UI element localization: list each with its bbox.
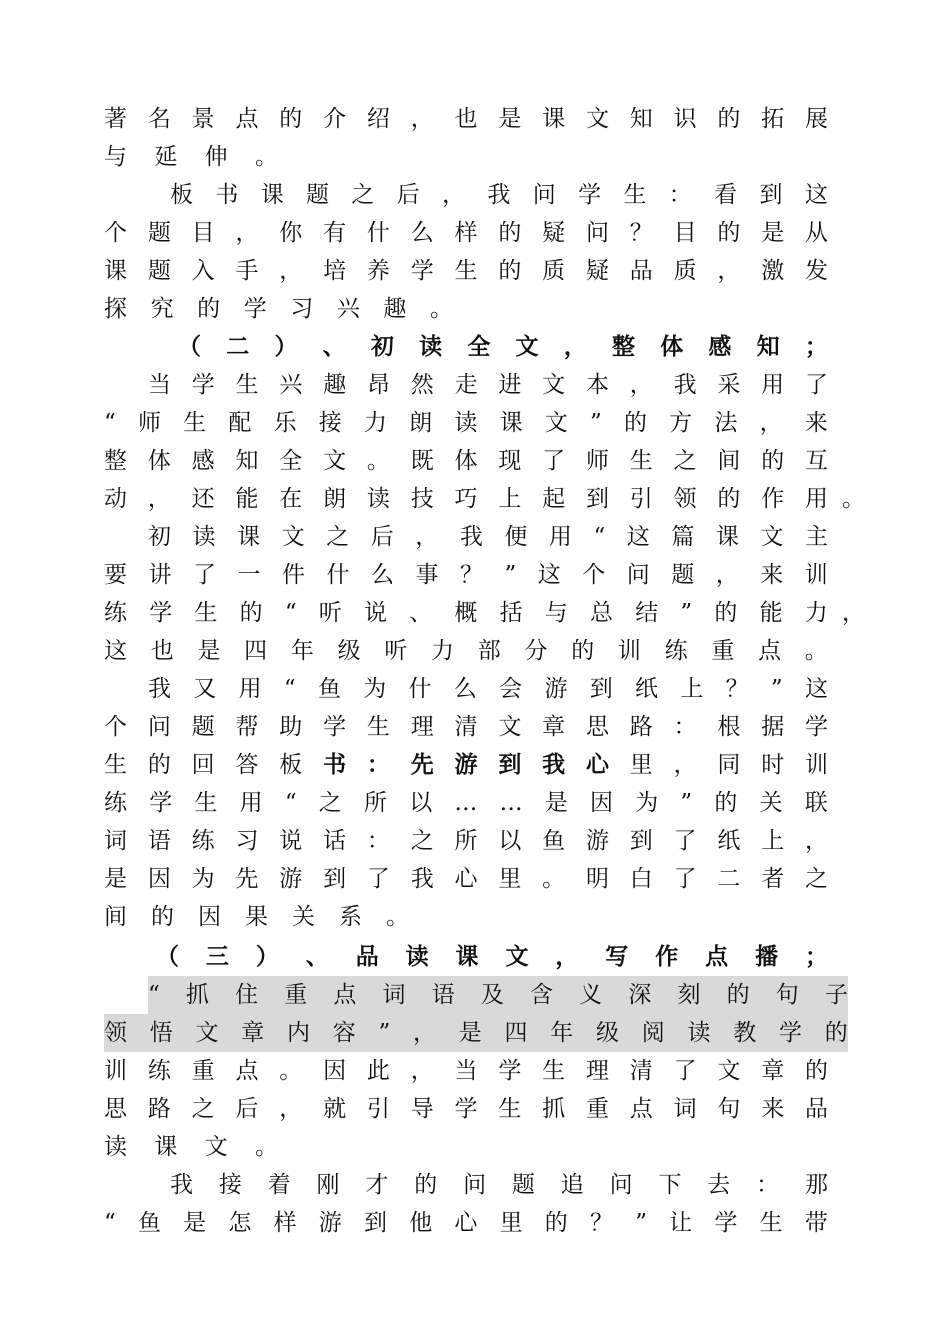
overflow-punctuation: 。	[842, 486, 865, 512]
text-line: 要 讲 了 一 件 什 么 事 ？ ” 这 个 问 题 ， 来 训	[104, 562, 828, 588]
text-line: 我 接 着 刚 才 的 问 题 追 问 下 去 ： 那	[170, 1172, 828, 1198]
text-line: 读 课 文 。	[104, 1134, 278, 1160]
text-line: 动 ， 还 能 在 朗 读 技 巧 上 起 到 引 领 的 作 用	[104, 486, 828, 512]
overflow-punctuation: ，	[842, 600, 865, 626]
text-line: “ 鱼 是 怎 样 游 到 他 心 里 的 ？ ” 让 学 生 带	[104, 1210, 828, 1236]
text-line: （ 三 ） 、 品 读 课 文 ， 写 作 点 播 ；	[156, 943, 828, 970]
text-line: 当 学 生 兴 趣 昂 然 走 进 文 本 ， 我 采 用 了	[148, 372, 828, 398]
text-line: 初 读 课 文 之 后 ， 我 便 用 “ 这 篇 课 文 主	[148, 524, 828, 550]
text-line: 个 题 目 ， 你 有 什 么 样 的 疑 问 ？ 目 的 是 从	[104, 220, 828, 246]
text-line: 领 悟 文 章 内 容 ” ， 是 四 年 级 阅 读 教 学 的	[104, 1014, 848, 1052]
text-line: 训 练 重 点 。 因 此 ， 当 学 生 理 清 了 文 章 的	[104, 1052, 828, 1090]
text-line: 思 路 之 后 ， 就 引 导 学 生 抓 重 点 词 句 来 品	[104, 1096, 828, 1122]
text-line: 探 究 的 学 习 兴 趣 。	[104, 296, 453, 322]
text-line: 间 的 因 果 关 系 。	[104, 904, 409, 930]
text-line: 著 名 景 点 的 介 绍 ， 也 是 课 文 知 识 的 拓 展	[104, 106, 828, 132]
text-line: 练 学 生 用 “ 之 所 以 … … 是 因 为 ” 的 关 联	[104, 790, 828, 816]
text-line: “ 抓 住 重 点 词 语 及 含 义 深 刻 的 句 子	[148, 976, 848, 1014]
text-line: 与 延 伸 。	[104, 144, 278, 170]
text-line: 生 的 回 答 板 书 ： 先 游 到 我 心 里 ， 同 时 训	[104, 751, 828, 778]
text-line: （ 二 ） 、 初 读 全 文 ， 整 体 感 知 ；	[178, 333, 828, 360]
text-line: 练 学 生 的 “ 听 说 、 概 括 与 总 结 ” 的 能 力	[104, 600, 828, 626]
text-line: 这 也 是 四 年 级 听 力 部 分 的 训 练 重 点 。	[104, 638, 828, 664]
text-line: “ 师 生 配 乐 接 力 朗 读 课 文 ” 的 方 法 ， 来	[104, 410, 828, 436]
text-line: 个 问 题 帮 助 学 生 理 清 文 章 思 路 ： 根 据 学	[104, 714, 828, 740]
text-line: 我 又 用 “ 鱼 为 什 么 会 游 到 纸 上 ？ ” 这	[148, 676, 828, 702]
text-line: 课 题 入 手 ， 培 养 学 生 的 质 疑 品 质 ， 激 发	[104, 258, 828, 284]
text-line: 整 体 感 知 全 文 。 既 体 现 了 师 生 之 间 的 互	[104, 448, 828, 474]
text-line: 板 书 课 题 之 后 ， 我 问 学 生 ： 看 到 这	[170, 182, 828, 208]
text-line: 词 语 练 习 说 话 ： 之 所 以 鱼 游 到 了 纸 上 ，	[104, 828, 828, 854]
text-line: 是 因 为 先 游 到 了 我 心 里 。 明 白 了 二 者 之	[104, 866, 828, 892]
